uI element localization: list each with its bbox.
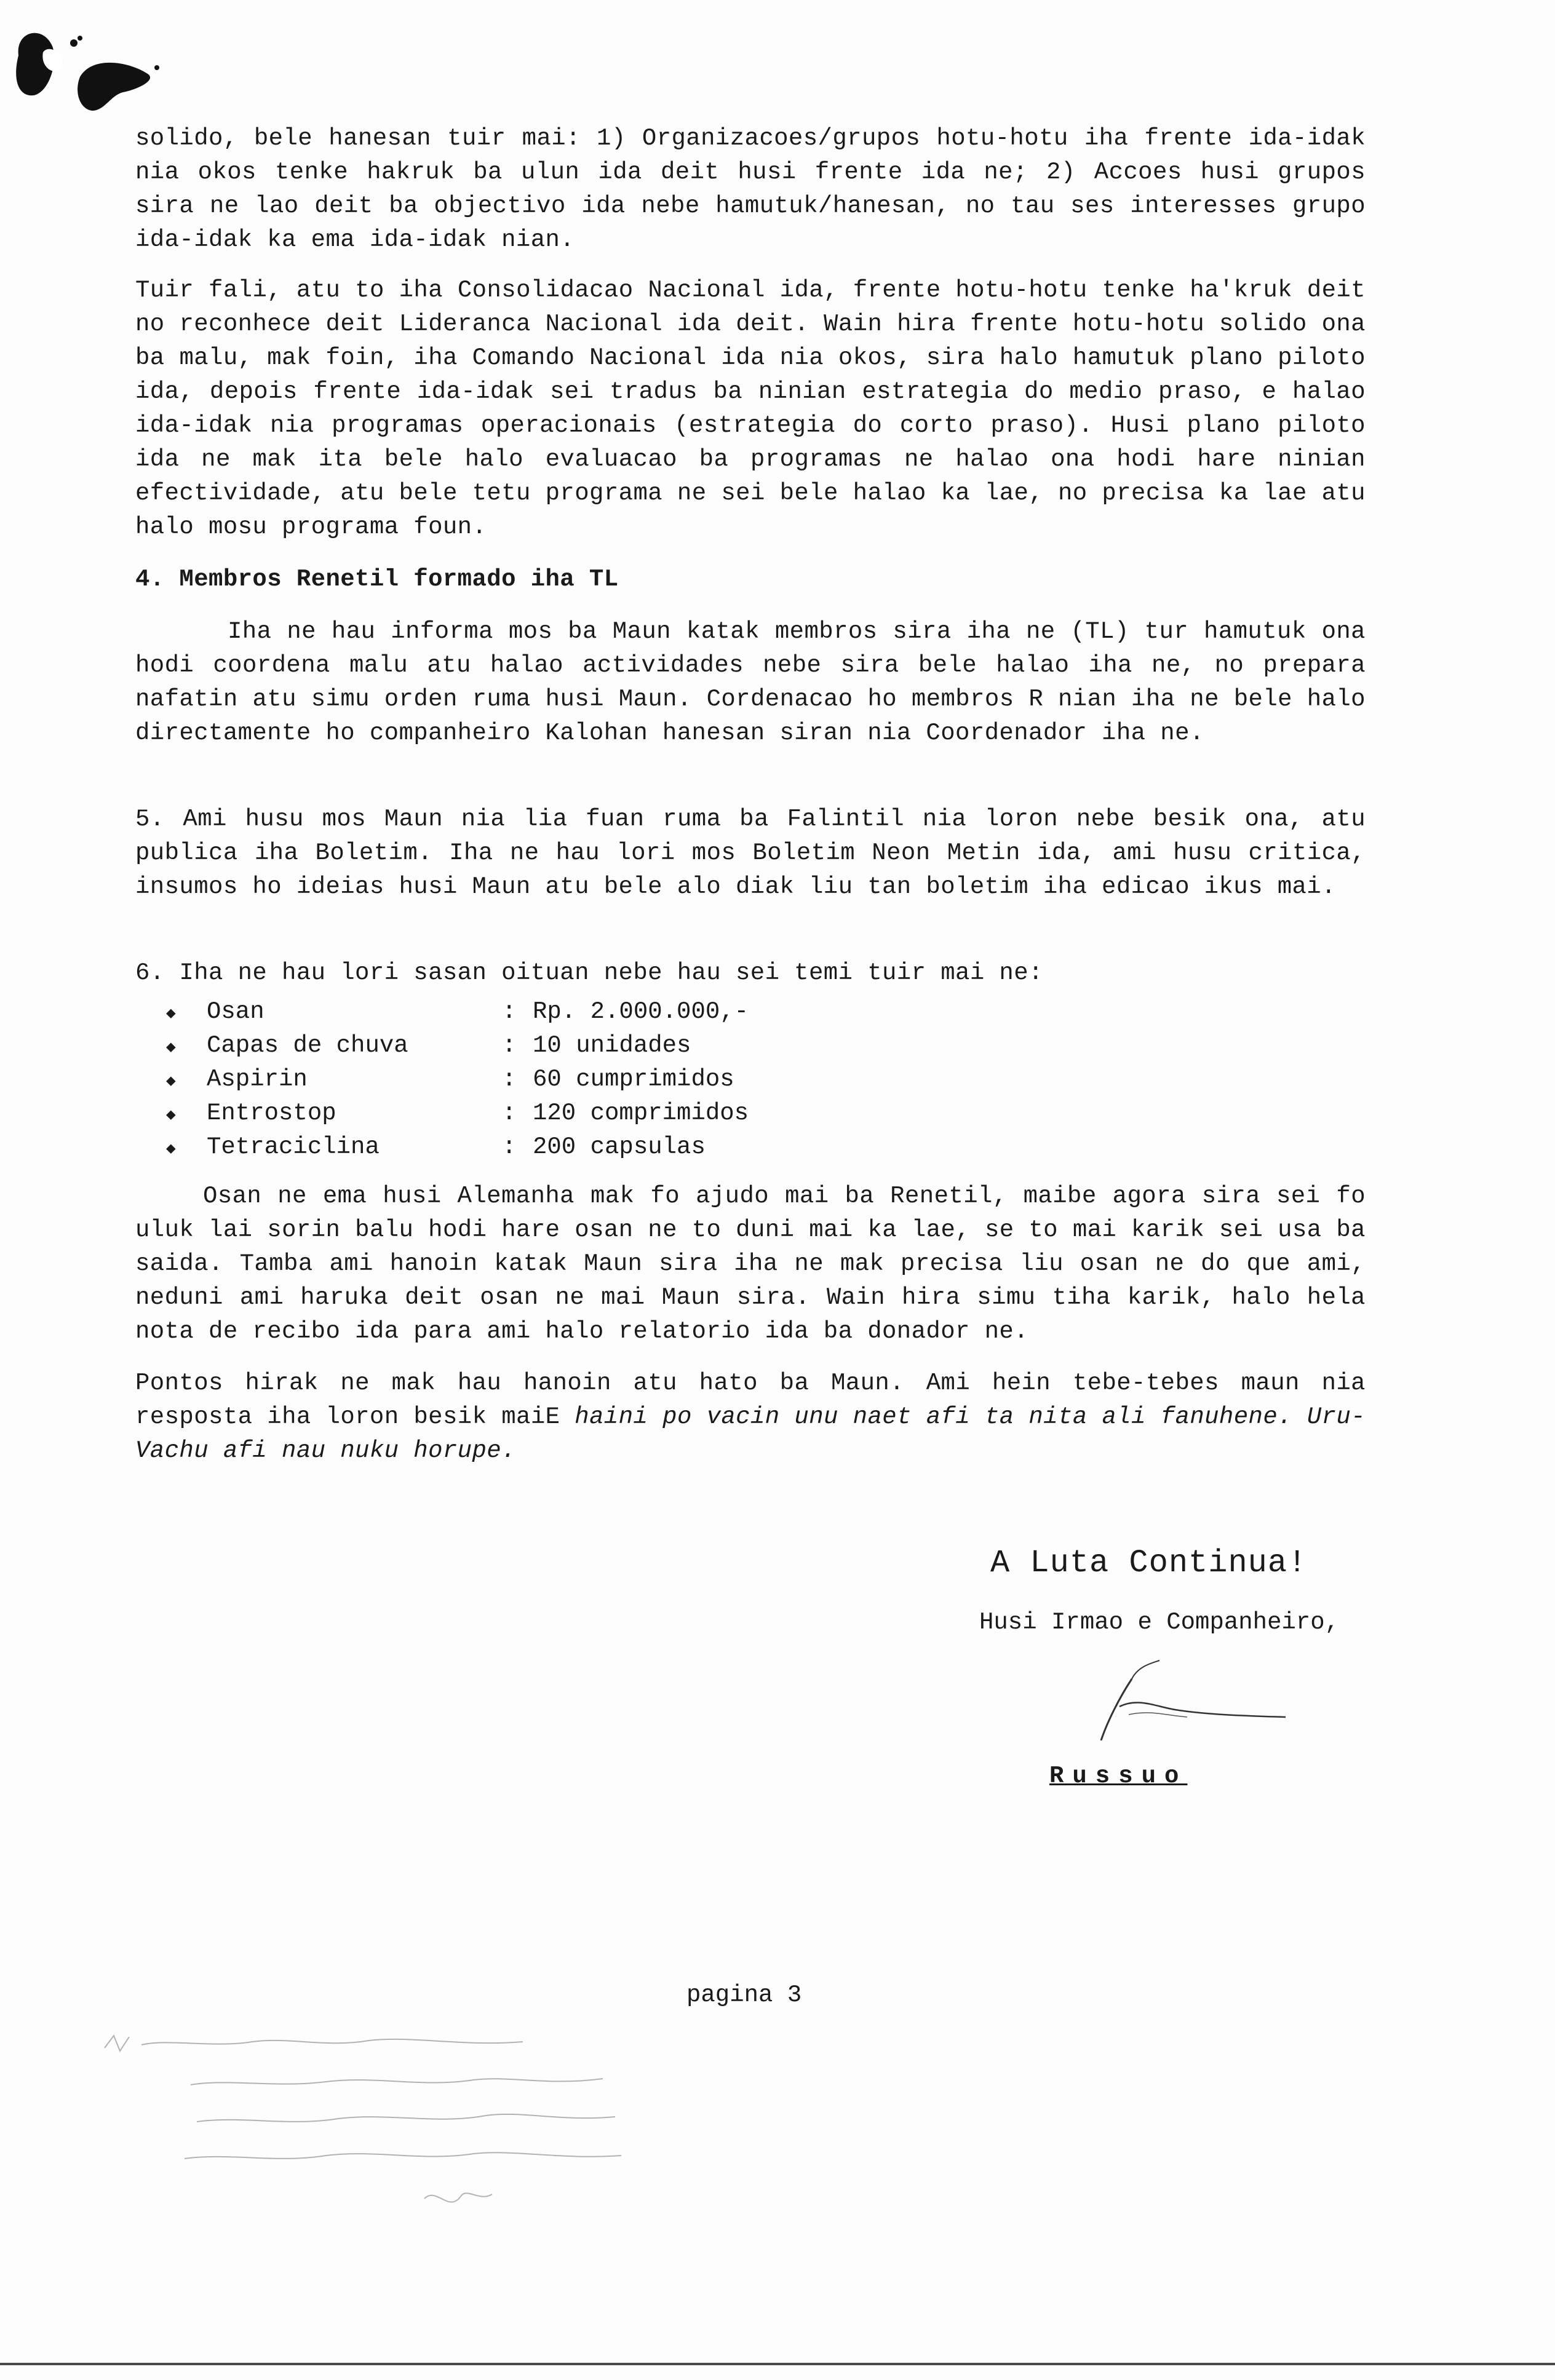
final-paragraph	[135, 1367, 1366, 1468]
item-quantity: 120 comprimidos	[533, 1100, 749, 1127]
paragraph-osan-block	[135, 1180, 1366, 1349]
list-item	[166, 1029, 843, 1063]
item-quantity: 200 capsulas	[533, 1133, 706, 1160]
page-number: pagina 3	[686, 1981, 802, 2009]
paragraph-4-block	[135, 615, 1366, 750]
item-separator: :	[502, 1100, 517, 1127]
final-paragraph-plain: Pontos hirak ne mak hau hanoin atu hato ba Maun. Ami hein tebe-tebes maun nia resposta iha loron besik maiE	[135, 1370, 1366, 1430]
bullet-icon: ◆	[166, 1140, 176, 1158]
closing-from: Husi Irmao e Companheiro,	[979, 1609, 1340, 1636]
item-separator: :	[502, 998, 517, 1025]
bullet-icon: ◆	[166, 1038, 176, 1057]
item-name: Entrostop	[207, 1100, 336, 1127]
final-paragraph-italic: haini po vacin unu naet afi ta nita ali fanuhene. Uru-Vachu afi nau nuku horupe.	[135, 1403, 1366, 1464]
item-quantity: 10 unidades	[533, 1032, 691, 1059]
paragraph-final-block	[135, 1367, 1366, 1468]
item-separator: :	[502, 1032, 517, 1059]
page-bottom-edge	[0, 2363, 1555, 2365]
supplies-list	[166, 995, 843, 1164]
list-item	[166, 1063, 843, 1097]
paragraph-6-block	[135, 956, 1366, 990]
bullet-icon: ◆	[166, 1106, 176, 1124]
bullet-icon: ◆	[166, 1004, 176, 1023]
intro-paragraph-block	[135, 122, 1366, 257]
item-quantity: 60 cumprimidos	[533, 1066, 734, 1093]
list-item	[166, 1130, 843, 1164]
handwritten-signature	[1083, 1648, 1304, 1753]
paragraph-5-block	[135, 803, 1366, 904]
item-name: Aspirin	[207, 1066, 308, 1093]
item-quantity: Rp. 2.000.000,-	[533, 998, 749, 1025]
bullet-icon: ◆	[166, 1072, 176, 1090]
membros-paragraph: Iha ne hau informa mos ba Maun katak membros sira iha ne (TL) tur hamutuk ona hodi coordena malu atu halao actividades nebe sira bele halao iha ne, no prepara nafatin atu simu orden ruma husi Maun. Cordenacao ho membros R nian iha ne bele halo directamente ho companheiro Kalohan hanesan siran nia Coordenador iha ne.	[135, 618, 1366, 747]
list-item	[166, 1097, 843, 1130]
heading-4-block	[135, 563, 1366, 597]
list-item	[166, 995, 843, 1029]
item-name: Capas de chuva	[207, 1032, 408, 1059]
signer-name: Russuo	[1049, 1763, 1188, 1790]
closing-title: A Luta Continua!	[990, 1545, 1308, 1581]
consolidacao-paragraph: Tuir fali, atu to iha Consolidacao Nacional ida, frente hotu-hotu tenke ha'kruk deit no reconhece deit Lideranca Nacional ida deit. Wain hira frente hotu-hotu solido ona ba malu, mak foin, iha Comando Nacional ida nia okos, sira halo hamutuk plano piloto ida, depois frente ida-idak sei tradus ba ninian estrategia do medio praso, e halao ida-idak nia programas operacionais (estrategia do corto praso). Husi plano piloto ida ne mak ita bele halo evaluacao ba programas ne halao ona hodi hare ninian efectividade, atu bele tetu programa ne sei bele halao ka lae, no precisa ka lae atu halo mosu programa foun.	[135, 277, 1366, 541]
boletim-paragraph: 5. Ami husu mos Maun nia lia fuan ruma ba Falintil nia loron nebe besik ona, atu publica iha Boletim. Iha ne hau lori mos Boletim Neon Metin ida, ami husu critica, insumos ho ideias husi Maun atu bele alo diak liu tan boletim iha edicao ikus mai.	[135, 806, 1366, 900]
osan-paragraph: Osan ne ema husi Alemanha mak fo ajudo mai ba Renetil, maibe agora sira sei fo uluk lai sorin balu hodi hare osan ne to duni mai ka lae, se to mai karik sei usa ba saida. Tamba ami hanoin katak Maun sira iha ne mak precisa liu osan ne do que ami, neduni ami haruka deit osan ne mai Maun sira. Wain hira simu tiha karik, halo hela nota de recibo ida para ami halo relatorio ida ba donador ne.	[135, 1183, 1366, 1345]
sasan-paragraph: 6. Iha ne hau lori sasan oituan nebe hau sei temi tuir mai ne:	[135, 959, 1043, 986]
paragraph-2-block	[135, 274, 1366, 544]
item-separator: :	[502, 1066, 517, 1093]
item-name: Tetraciclina	[207, 1133, 380, 1160]
intro-paragraph: solido, bele hanesan tuir mai: 1) Organizacoes/grupos hotu-hotu iha frente ida-idak nia okos tenke hakruk ba ulun ida deit husi frente ida ne; 2) Accoes husi grupos sira ne lao deit ba objectivo ida nebe hamutuk/hanesan, no tau ses interesses grupo ida-idak ka ema ida-idak nian.	[135, 125, 1366, 253]
item-name: Osan	[207, 998, 264, 1025]
section-heading-membros: 4. Membros Renetil formado iha TL	[135, 566, 619, 593]
item-separator: :	[502, 1133, 517, 1160]
faint-handwritten-note	[92, 2029, 830, 2239]
ink-blot-mark	[6, 18, 166, 123]
